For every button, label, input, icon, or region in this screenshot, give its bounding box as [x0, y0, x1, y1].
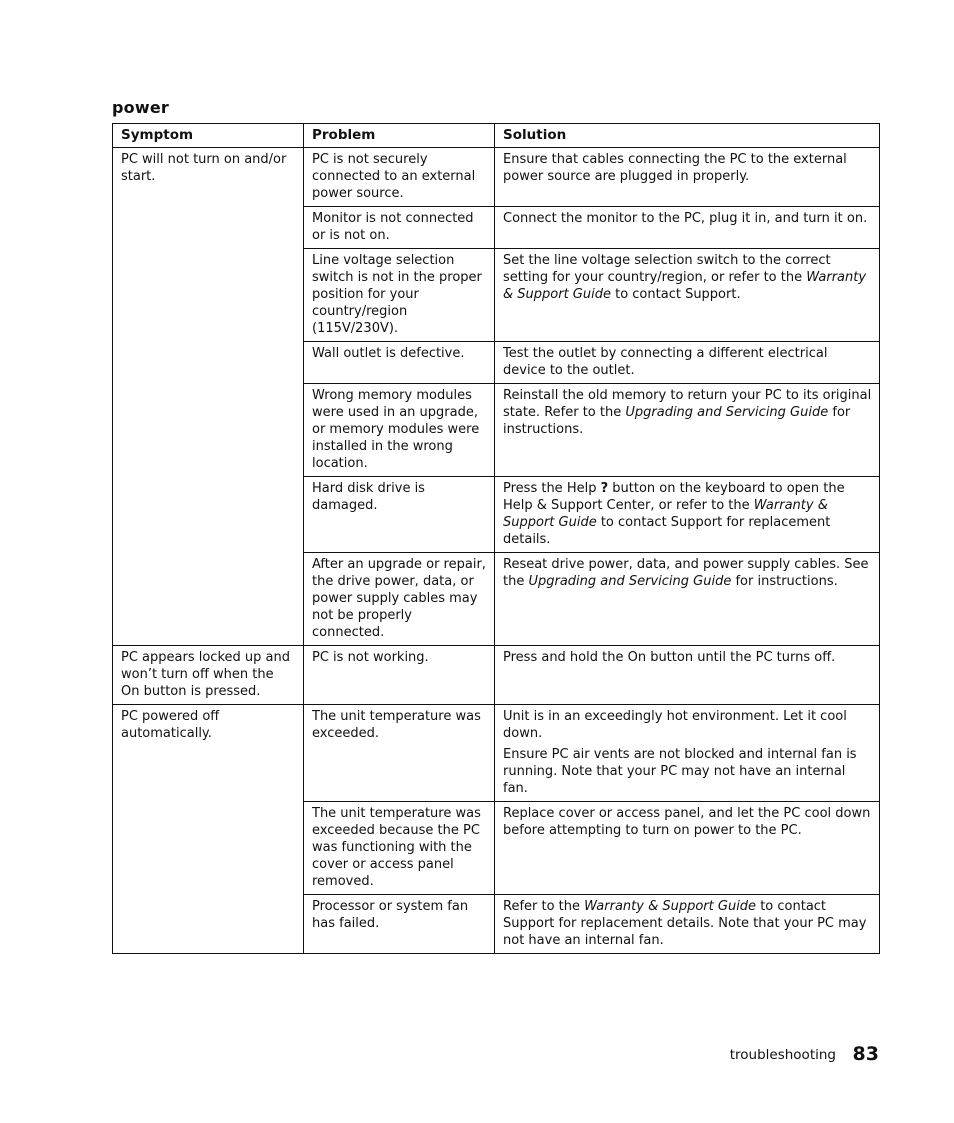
page-number: 83 [852, 1043, 879, 1065]
solution-paragraph [503, 480, 872, 548]
solution-cell [495, 249, 880, 342]
solution-paragraph [503, 708, 872, 742]
solution-paragraph [503, 252, 872, 303]
solution-paragraph [503, 387, 872, 438]
table-row [113, 646, 880, 705]
solution-text: Ensure that cables connecting the PC to the external power source are plugged in properly. [503, 152, 847, 184]
footer-section-label: troubleshooting [729, 1047, 836, 1063]
solution-paragraph [503, 805, 872, 839]
guide-title: Warranty & Support Guide [503, 270, 867, 302]
solution-cell [495, 553, 880, 646]
problem-cell: The unit temperature was exceeded. [304, 705, 495, 802]
symptom-cell: PC powered off automatically. [113, 705, 304, 954]
solution-text: Connect the monitor to the PC, plug it in, and turn it on. [503, 211, 868, 226]
section-title: power [112, 98, 169, 117]
problem-cell: After an upgrade or repair, the drive power, data, or power supply cables may not be properly connected. [304, 553, 495, 646]
solution-text: for instructions. [503, 405, 851, 437]
solution-paragraph [503, 345, 872, 379]
guide-title: Warranty & Support Guide [584, 899, 757, 914]
solution-text: Replace cover or access panel, and let the PC cool down before attempting to turn on power to the PC. [503, 806, 871, 838]
solution-text: Press the Help [503, 481, 601, 496]
solution-text: for instructions. [731, 574, 838, 589]
solution-paragraph [503, 556, 872, 590]
guide-title: Upgrading and Servicing Guide [528, 574, 732, 589]
solution-cell [495, 477, 880, 553]
solution-cell [495, 148, 880, 207]
problem-cell: Line voltage selection switch is not in the proper position for your country/region (115V/230V). [304, 249, 495, 342]
problem-cell: Monitor is not connected or is not on. [304, 207, 495, 249]
header-solution: Solution [495, 124, 880, 148]
table-header-row [113, 124, 880, 148]
solution-paragraph [503, 210, 872, 227]
solution-cell [495, 802, 880, 895]
problem-cell: Hard disk drive is damaged. [304, 477, 495, 553]
guide-title: Upgrading and Servicing Guide [625, 405, 829, 420]
problem-cell: Wrong memory modules were used in an upgrade, or memory modules were installed in the wrong location. [304, 384, 495, 477]
table-row [113, 148, 880, 207]
header-symptom: Symptom [113, 124, 304, 148]
problem-cell: Wall outlet is defective. [304, 342, 495, 384]
table-row [113, 705, 880, 802]
solution-text: to contact Support for replacement details. Note that your PC may not have an internal fan. [503, 899, 867, 948]
problem-cell: The unit temperature was exceeded because the PC was functioning with the cover or access panel removed. [304, 802, 495, 895]
solution-text: Set the line voltage selection switch to the correct setting for your country/region, or refer to the [503, 253, 831, 285]
solution-cell [495, 705, 880, 802]
solution-text: to contact Support for replacement details. [503, 515, 831, 547]
solution-text: Test the outlet by connecting a different electrical device to the outlet. [503, 346, 828, 378]
solution-text: Reseat drive power, data, and power supply cables. See the [503, 557, 869, 589]
solution-cell [495, 207, 880, 249]
solution-text: Unit is in an exceedingly hot environment. Let it cool down. [503, 709, 847, 741]
guide-title: Warranty & Support Guide [503, 498, 828, 530]
solution-text: button on the keyboard to open the Help & Support Center, or refer to the [503, 481, 845, 513]
table-body [113, 148, 880, 954]
solution-paragraph [503, 649, 872, 666]
help-key-glyph: ? [600, 481, 609, 496]
solution-text: to contact Support. [610, 287, 741, 302]
problem-cell: Processor or system fan has failed. [304, 895, 495, 954]
solution-cell [495, 895, 880, 954]
symptom-cell: PC will not turn on and/or start. [113, 148, 304, 646]
symptom-cell: PC appears locked up and won’t turn off when the On button is pressed. [113, 646, 304, 705]
solution-text: Reinstall the old memory to return your PC to its original state. Refer to the [503, 388, 872, 420]
header-problem: Problem [304, 124, 495, 148]
solution-paragraph [503, 151, 872, 185]
solution-text: Press and hold the On button until the PC turns off. [503, 650, 836, 665]
solution-cell [495, 384, 880, 477]
solution-cell [495, 342, 880, 384]
solution-text: Ensure PC air vents are not blocked and internal fan is running. Note that your PC may not have an internal fan. [503, 747, 857, 796]
solution-text: Refer to the [503, 899, 585, 914]
troubleshooting-table [112, 123, 880, 954]
solution-paragraph [503, 746, 872, 797]
solution-paragraph [503, 898, 872, 949]
solution-cell [495, 646, 880, 705]
problem-cell: PC is not securely connected to an external power source. [304, 148, 495, 207]
problem-cell: PC is not working. [304, 646, 495, 705]
